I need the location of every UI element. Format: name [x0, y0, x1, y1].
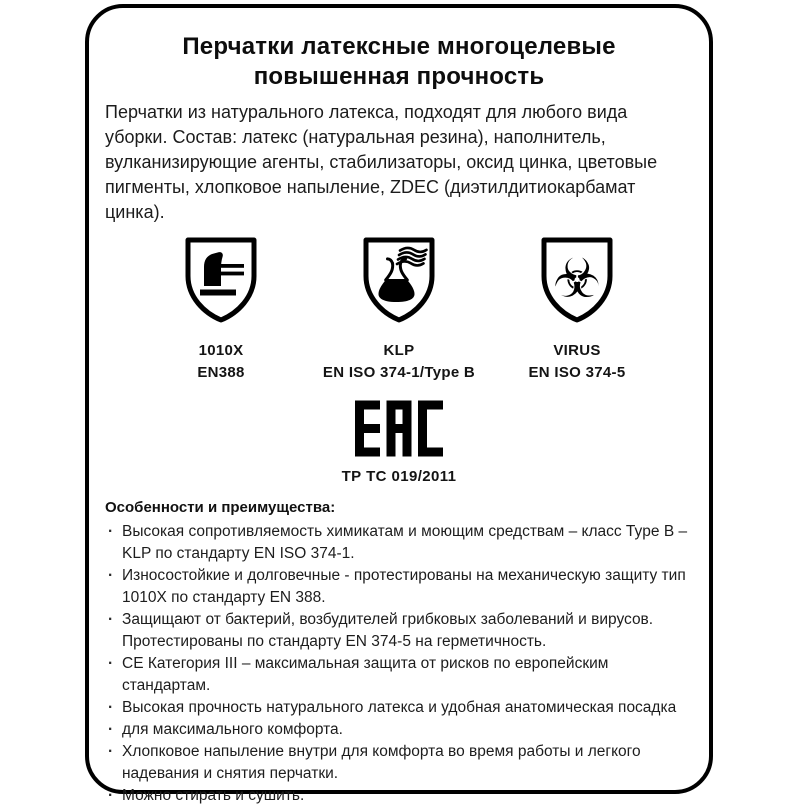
- certification-standard: EN ISO 374-1/Type B: [322, 364, 476, 381]
- eac-conformity-block: [103, 400, 695, 485]
- feature-item: [105, 521, 691, 565]
- certification-mechanical: [132, 234, 310, 384]
- feature-text: Износостойкие и долговечные - протестированы на механическую защиту тип 1010X по стандарту EN 388.: [122, 567, 686, 606]
- bullet-icon: ·: [108, 787, 114, 804]
- features-list: [105, 521, 691, 807]
- feature-text: Защищают от бактерий, возбудителей грибковых заболеваний и вирусов. Протестированы по стандарту EN 374-5 на герметичность.: [122, 611, 654, 650]
- certification-virus: [488, 234, 666, 384]
- title-line-1: Перчатки латексные многоцелевые: [182, 33, 616, 60]
- feature-item: [105, 653, 691, 697]
- bullet-icon: ·: [108, 567, 114, 584]
- features-heading: Особенности и преимущества:: [105, 499, 336, 516]
- certifications-row: [103, 234, 695, 384]
- product-info-card: [85, 4, 713, 804]
- feature-text: для максимального комфорта.: [122, 721, 343, 738]
- certification-chemical: [310, 234, 488, 384]
- bullet-icon: ·: [108, 721, 114, 738]
- certification-standard: EN ISO 374-5: [528, 364, 626, 381]
- bullet-icon: ·: [108, 611, 114, 628]
- feature-item: [105, 741, 691, 785]
- certification-standard: EN388: [197, 364, 245, 381]
- biohazard-shield-icon: [535, 234, 619, 326]
- title-line-2: повышенная прочность: [253, 63, 545, 90]
- mechanical-hazard-shield-icon: [179, 234, 263, 326]
- bullet-icon: ·: [108, 655, 114, 672]
- feature-text: СЕ Категория III – максимальная защита от рисков по европейским стандартам.: [122, 655, 609, 694]
- page-title: [103, 32, 695, 92]
- feature-item: [105, 609, 691, 653]
- feature-text: Высокая сопротивляемость химикатам и моющим средствам – класс Type B – KLP по стандарту EN ISO 374-1.: [122, 523, 688, 562]
- feature-item: [105, 719, 691, 741]
- product-description: Перчатки из натурального латекса, подходят для любого вида уборки. Состав: латекс (натуральная резина), наполнитель, вулканизирующие агенты, стабилизаторы, оксид цинка, цветовые пигменты, хлопковое напыление, ZDEC (диэтилдитиокарбамат цинка).: [105, 102, 658, 222]
- feature-item: [105, 697, 691, 719]
- eac-logo-icon: [355, 400, 443, 457]
- feature-text: Хлопковое напыление внутри для комфорта во время работы и легкого надевания и снятия перчатки.: [122, 743, 641, 782]
- bullet-icon: ·: [108, 743, 114, 760]
- eac-regulation: ТР ТС 019/2011: [341, 468, 457, 485]
- features-section: [105, 499, 695, 807]
- feature-text: Можно стирать и сушить.: [122, 787, 305, 804]
- chemical-hazard-shield-icon: [357, 234, 441, 326]
- certification-code: KLP: [383, 342, 415, 359]
- feature-item: [105, 785, 691, 807]
- certification-code: 1010X: [198, 342, 244, 359]
- bullet-icon: ·: [108, 523, 114, 540]
- feature-text: Высокая прочность натурального латекса и удобная анатомическая посадка: [122, 699, 677, 716]
- feature-item: [105, 565, 691, 609]
- biohazard-glyph: ☣: [552, 247, 602, 310]
- bullet-icon: ·: [108, 699, 114, 716]
- certification-code: VIRUS: [553, 342, 601, 359]
